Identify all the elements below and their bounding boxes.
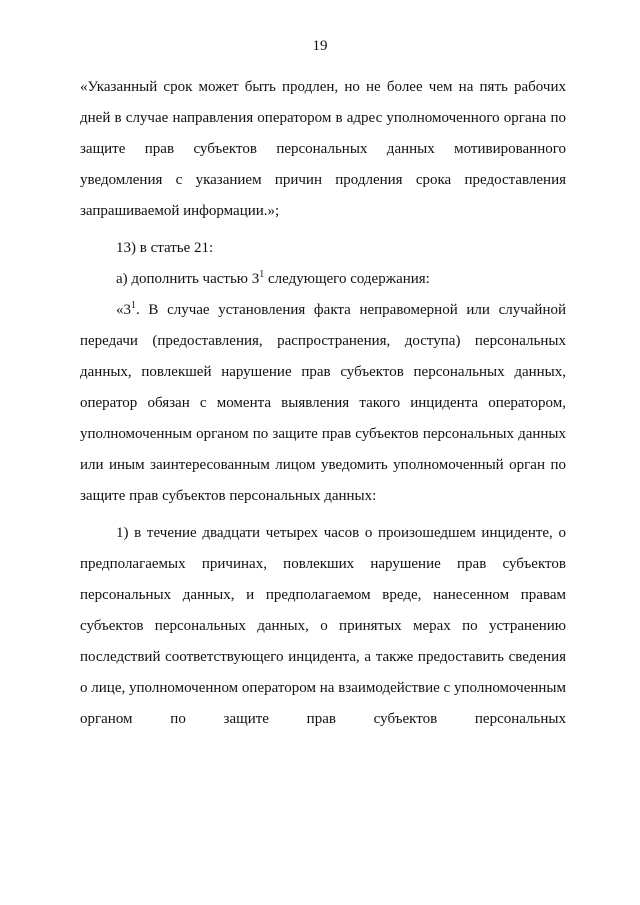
- paragraph-part-3-1: [80, 295, 566, 512]
- superscript-1: 1: [131, 300, 136, 311]
- document-body: [80, 72, 566, 735]
- part-text: . В случае установления факта неправомерной или случайной передачи (предоставления, распространения, доступа) персональных данных, повлекшей нарушение прав субъектов персональных данных, оператор обязан с момента выявления такого инцидента оператором, уполномоченным органом по защите прав субъектов персональных данных или иным заинтересованным лицом уведомить уполномоченный орган по защите прав субъектов персональных данных:: [80, 302, 566, 504]
- page-number: 19: [312, 38, 328, 54]
- part-number: «3: [116, 302, 131, 318]
- paragraph-item-1: 1) в течение двадцати четырех часов о произошедшем инциденте, о предполагаемых причинах, повлекших нарушение прав субъектов персональных данных, и предполагаемом вреде, нанесенном правам субъектов персональных данных, о принятых мерах по устранению последствий соответствующего инцидента, а также предоставить сведения о лице, уполномоченном оператором на взаимодействие с уполномоченным органом по защите прав субъектов персональных: [80, 525, 566, 727]
- paragraph-add-part: [80, 264, 566, 295]
- paragraph-add-part-text: а) дополнить частью 3: [116, 271, 260, 287]
- paragraph-article-21: 13) в статье 21:: [116, 240, 214, 256]
- paragraph-add-part-tail: следующего содержания:: [264, 271, 430, 287]
- superscript-1: 1: [259, 269, 265, 280]
- paragraph-1: «Указанный срок может быть продлен, но не более чем на пять рабочих дней в случае направления оператором в адрес уполномоченного органа по защите прав субъектов персональных данных мотивированного уведомления с указанием причин продления срока предоставления запрашиваемой информации.»;: [80, 79, 566, 219]
